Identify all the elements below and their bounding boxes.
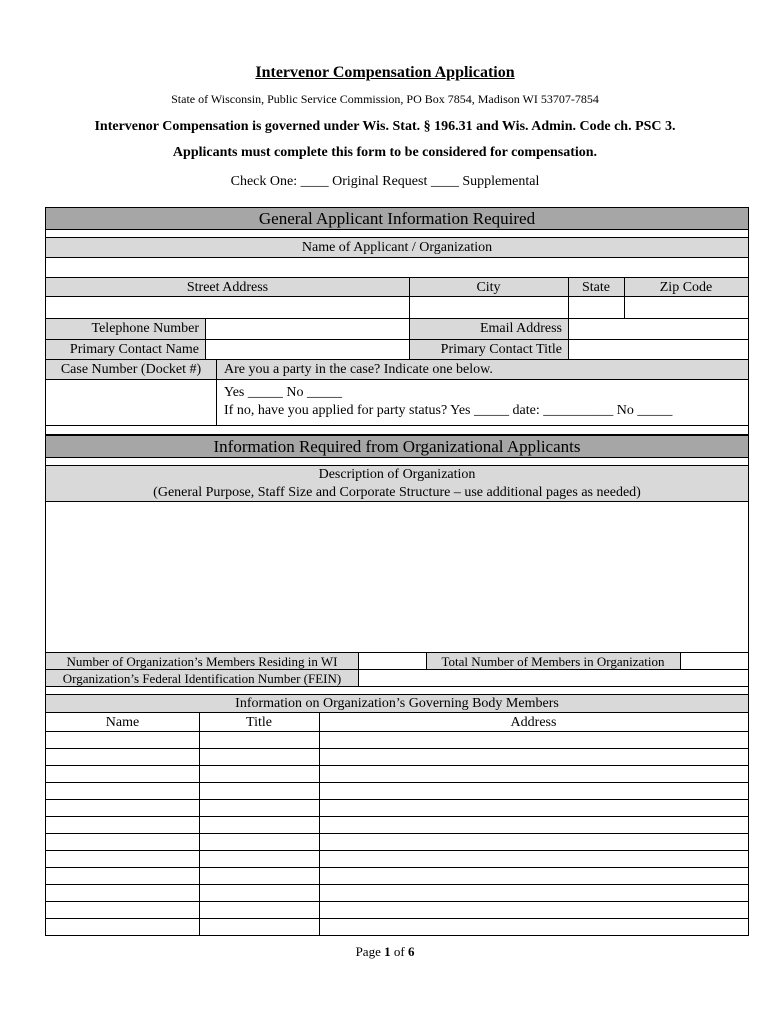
party-status-question[interactable]: If no, have you applied for party status? Yes _____ date: __________ No _____ — [224, 403, 673, 418]
governing-body-rows[interactable] — [46, 732, 748, 935]
page-prefix: Page — [355, 944, 385, 959]
members-wi-label: Number of Organization’s Members Residing in WI — [66, 654, 338, 669]
zip-code-label: Zip Code — [659, 280, 713, 295]
zip-code-field[interactable] — [625, 297, 748, 318]
fein-label: Organization’s Federal Identification Number (FEIN) — [62, 671, 342, 686]
organization-description-field[interactable] — [46, 502, 748, 652]
party-yes-no[interactable]: Yes _____ No _____ — [224, 385, 342, 400]
column-header-address: Address — [510, 715, 557, 730]
check-one-request-type: Check One: ____ Original Request ____ Supplemental — [230, 174, 540, 189]
case-number-label: Case Number (Docket #) — [60, 362, 202, 377]
city-label: City — [476, 280, 501, 295]
street-address-field[interactable] — [46, 297, 408, 318]
page-number: 1 — [384, 944, 391, 959]
org-section-heading: Information Required from Organizational Applicants — [213, 437, 581, 456]
page-of: of — [390, 944, 408, 959]
email-field[interactable] — [569, 319, 748, 339]
total-members-field[interactable] — [681, 653, 748, 669]
column-header-title: Title — [246, 715, 272, 730]
primary-contact-field[interactable] — [206, 340, 409, 359]
party-question: Are you a party in the case? Indicate one below. — [224, 362, 493, 377]
state-label: State — [582, 280, 610, 295]
primary-contact-title-label: Primary Contact Title — [440, 342, 562, 357]
telephone-label: Telephone Number — [91, 321, 199, 336]
agency-address: State of Wisconsin, Public Service Commission, PO Box 7854, Madison WI 53707-7854 — [171, 92, 599, 106]
general-section-heading: General Applicant Information Required — [258, 209, 536, 228]
primary-contact-title-field[interactable] — [569, 340, 748, 359]
total-members-label: Total Number of Members in Organization — [441, 654, 665, 669]
street-address-label: Street Address — [186, 280, 269, 295]
email-label: Email Address — [479, 321, 562, 336]
governing-body-heading: Information on Organization’s Governing Body Members — [235, 696, 559, 711]
column-header-name: Name — [105, 715, 140, 730]
governing-statute: Intervenor Compensation is governed under Wis. Stat. § 196.31 and Wis. Admin. Code ch. PSC 3. — [94, 119, 676, 134]
fein-field[interactable] — [359, 670, 748, 686]
description-label: Description of Organization — [318, 467, 476, 482]
telephone-field[interactable] — [206, 319, 409, 339]
members-wi-field[interactable] — [359, 653, 426, 669]
description-note: (General Purpose, Staff Size and Corporate Structure – use additional pages as needed) — [153, 485, 641, 500]
state-field[interactable] — [569, 297, 624, 318]
applicant-name-field[interactable] — [46, 258, 748, 277]
page-total: 6 — [407, 944, 415, 959]
case-number-field[interactable] — [46, 380, 216, 425]
primary-contact-label: Primary Contact Name — [69, 342, 199, 357]
form-title: Intervenor Compensation Application — [255, 64, 515, 81]
city-field[interactable] — [410, 297, 568, 318]
applicant-name-label: Name of Applicant / Organization — [301, 240, 493, 255]
completion-notice: Applicants must complete this form to be considered for compensation. — [172, 145, 598, 160]
page-indicator — [0, 944, 770, 960]
